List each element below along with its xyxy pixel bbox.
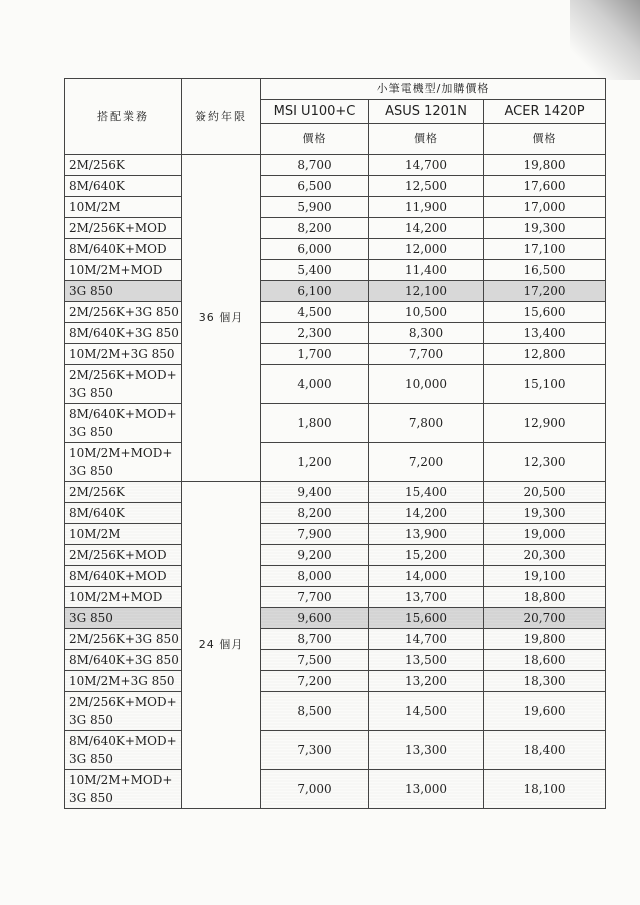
price-cell-acer: 20,300 xyxy=(484,545,606,566)
price-cell-msi: 9,600 xyxy=(261,608,369,629)
price-cell-acer: 12,900 xyxy=(484,404,606,443)
price-cell-acer: 18,800 xyxy=(484,587,606,608)
table-row xyxy=(65,365,606,404)
model-group-header: 小筆電機型/加購價格 xyxy=(261,79,606,100)
service-cell: 10M/2M+MOD xyxy=(65,260,182,281)
table-row xyxy=(65,443,606,482)
price-cell-acer: 18,300 xyxy=(484,671,606,692)
price-cell-msi: 7,500 xyxy=(261,650,369,671)
price-cell-msi: 7,200 xyxy=(261,671,369,692)
price-cell-msi: 7,300 xyxy=(261,731,369,770)
table-row xyxy=(65,218,606,239)
price-cell-msi: 6,500 xyxy=(261,176,369,197)
price-table xyxy=(64,78,606,809)
price-cell-msi: 1,800 xyxy=(261,404,369,443)
price-cell-acer: 20,700 xyxy=(484,608,606,629)
price-cell-acer: 19,100 xyxy=(484,566,606,587)
contract-term-cell: 36 個月 xyxy=(182,155,261,482)
price-cell-msi: 8,500 xyxy=(261,692,369,731)
price-cell-asus: 13,200 xyxy=(369,671,484,692)
table-row xyxy=(65,692,606,731)
price-cell-acer: 15,100 xyxy=(484,365,606,404)
table-row xyxy=(65,566,606,587)
service-cell: 2M/256K+MOD xyxy=(65,218,182,239)
price-cell-msi: 1,700 xyxy=(261,344,369,365)
price-cell-msi: 7,700 xyxy=(261,587,369,608)
table-row xyxy=(65,155,606,176)
price-cell-asus: 12,500 xyxy=(369,176,484,197)
table-row xyxy=(65,323,606,344)
price-cell-msi: 2,300 xyxy=(261,323,369,344)
price-cell-acer: 20,500 xyxy=(484,482,606,503)
price-cell-asus: 11,400 xyxy=(369,260,484,281)
term-column-header: 簽約年限 xyxy=(182,79,261,155)
service-cell: 10M/2M+MOD+ 3G 850 xyxy=(65,443,182,482)
price-cell-asus: 12,100 xyxy=(369,281,484,302)
price-cell-msi: 1,200 xyxy=(261,443,369,482)
price-cell-msi: 8,200 xyxy=(261,503,369,524)
table-row xyxy=(65,197,606,218)
model-header-asus: ASUS 1201N xyxy=(369,100,484,124)
service-cell: 8M/640K+3G 850 xyxy=(65,650,182,671)
service-cell: 8M/640K+MOD+ 3G 850 xyxy=(65,404,182,443)
service-cell: 8M/640K+MOD xyxy=(65,239,182,260)
price-cell-msi: 4,000 xyxy=(261,365,369,404)
table-row xyxy=(65,302,606,323)
price-cell-acer: 17,200 xyxy=(484,281,606,302)
price-cell-acer: 18,100 xyxy=(484,770,606,809)
price-cell-asus: 8,300 xyxy=(369,323,484,344)
price-cell-asus: 12,000 xyxy=(369,239,484,260)
table-row xyxy=(65,587,606,608)
service-cell: 2M/256K+MOD+ 3G 850 xyxy=(65,692,182,731)
price-cell-asus: 7,700 xyxy=(369,344,484,365)
service-cell: 8M/640K+MOD xyxy=(65,566,182,587)
table-row xyxy=(65,503,606,524)
price-cell-acer: 19,000 xyxy=(484,524,606,545)
table-row xyxy=(65,731,606,770)
price-cell-acer: 19,300 xyxy=(484,503,606,524)
service-cell: 3G 850 xyxy=(65,281,182,302)
table-row xyxy=(65,344,606,365)
table-row xyxy=(65,524,606,545)
service-cell: 10M/2M+3G 850 xyxy=(65,344,182,365)
price-cell-acer: 17,100 xyxy=(484,239,606,260)
table-row xyxy=(65,404,606,443)
table-row xyxy=(65,239,606,260)
service-cell: 2M/256K+3G 850 xyxy=(65,302,182,323)
price-cell-asus: 13,700 xyxy=(369,587,484,608)
price-cell-acer: 12,800 xyxy=(484,344,606,365)
service-cell: 10M/2M+MOD xyxy=(65,587,182,608)
price-cell-asus: 13,900 xyxy=(369,524,484,545)
service-cell: 8M/640K+3G 850 xyxy=(65,323,182,344)
price-cell-msi: 7,900 xyxy=(261,524,369,545)
price-cell-acer: 12,300 xyxy=(484,443,606,482)
service-cell: 3G 850 xyxy=(65,608,182,629)
price-cell-acer: 16,500 xyxy=(484,260,606,281)
price-cell-msi: 6,100 xyxy=(261,281,369,302)
service-cell: 2M/256K+3G 850 xyxy=(65,629,182,650)
service-cell: 8M/640K xyxy=(65,176,182,197)
price-header-msi: 價格 xyxy=(261,124,369,155)
price-cell-asus: 14,200 xyxy=(369,218,484,239)
price-cell-asus: 13,300 xyxy=(369,731,484,770)
price-cell-acer: 15,600 xyxy=(484,302,606,323)
price-cell-msi: 6,000 xyxy=(261,239,369,260)
price-cell-msi: 5,400 xyxy=(261,260,369,281)
table-row xyxy=(65,281,606,302)
service-cell: 8M/640K xyxy=(65,503,182,524)
table-row xyxy=(65,545,606,566)
table-row xyxy=(65,260,606,281)
table-row xyxy=(65,650,606,671)
table-row xyxy=(65,629,606,650)
table-row xyxy=(65,176,606,197)
price-cell-asus: 14,700 xyxy=(369,629,484,650)
service-column-header: 搭配業務 xyxy=(65,79,182,155)
price-cell-msi: 7,000 xyxy=(261,770,369,809)
table-row xyxy=(65,770,606,809)
table-row xyxy=(65,482,606,503)
service-cell: 10M/2M+3G 850 xyxy=(65,671,182,692)
price-cell-asus: 13,000 xyxy=(369,770,484,809)
price-cell-acer: 17,000 xyxy=(484,197,606,218)
price-cell-msi: 8,200 xyxy=(261,218,369,239)
price-cell-acer: 18,400 xyxy=(484,731,606,770)
price-cell-acer: 19,300 xyxy=(484,218,606,239)
model-header-acer: ACER 1420P xyxy=(484,100,606,124)
table-row xyxy=(65,608,606,629)
service-cell: 2M/256K+MOD xyxy=(65,545,182,566)
price-cell-msi: 8,700 xyxy=(261,629,369,650)
price-cell-asus: 7,200 xyxy=(369,443,484,482)
price-cell-asus: 15,400 xyxy=(369,482,484,503)
price-cell-msi: 8,000 xyxy=(261,566,369,587)
price-table-body xyxy=(65,155,606,809)
service-cell: 2M/256K xyxy=(65,155,182,176)
price-cell-asus: 14,000 xyxy=(369,566,484,587)
price-cell-msi: 9,400 xyxy=(261,482,369,503)
price-cell-asus: 14,200 xyxy=(369,503,484,524)
model-header-msi: MSI U100+C xyxy=(261,100,369,124)
service-cell: 2M/256K xyxy=(65,482,182,503)
price-cell-asus: 15,600 xyxy=(369,608,484,629)
price-cell-acer: 19,800 xyxy=(484,629,606,650)
price-cell-msi: 9,200 xyxy=(261,545,369,566)
price-header-asus: 價格 xyxy=(369,124,484,155)
price-cell-asus: 14,700 xyxy=(369,155,484,176)
price-cell-asus: 10,500 xyxy=(369,302,484,323)
price-cell-asus: 13,500 xyxy=(369,650,484,671)
service-cell: 2M/256K+MOD+ 3G 850 xyxy=(65,365,182,404)
price-cell-acer: 19,800 xyxy=(484,155,606,176)
price-cell-acer: 13,400 xyxy=(484,323,606,344)
price-cell-asus: 15,200 xyxy=(369,545,484,566)
price-cell-msi: 4,500 xyxy=(261,302,369,323)
price-cell-asus: 7,800 xyxy=(369,404,484,443)
price-cell-acer: 18,600 xyxy=(484,650,606,671)
table-row xyxy=(65,671,606,692)
price-header-acer: 價格 xyxy=(484,124,606,155)
scan-shadow xyxy=(570,0,640,80)
price-cell-msi: 5,900 xyxy=(261,197,369,218)
contract-term-cell: 24 個月 xyxy=(182,482,261,809)
service-cell: 10M/2M xyxy=(65,197,182,218)
price-cell-asus: 10,000 xyxy=(369,365,484,404)
service-cell: 8M/640K+MOD+ 3G 850 xyxy=(65,731,182,770)
price-cell-asus: 14,500 xyxy=(369,692,484,731)
service-cell: 10M/2M+MOD+ 3G 850 xyxy=(65,770,182,809)
price-cell-acer: 19,600 xyxy=(484,692,606,731)
price-cell-asus: 11,900 xyxy=(369,197,484,218)
service-cell: 10M/2M xyxy=(65,524,182,545)
price-cell-msi: 8,700 xyxy=(261,155,369,176)
price-cell-acer: 17,600 xyxy=(484,176,606,197)
price-table-header xyxy=(65,79,606,155)
